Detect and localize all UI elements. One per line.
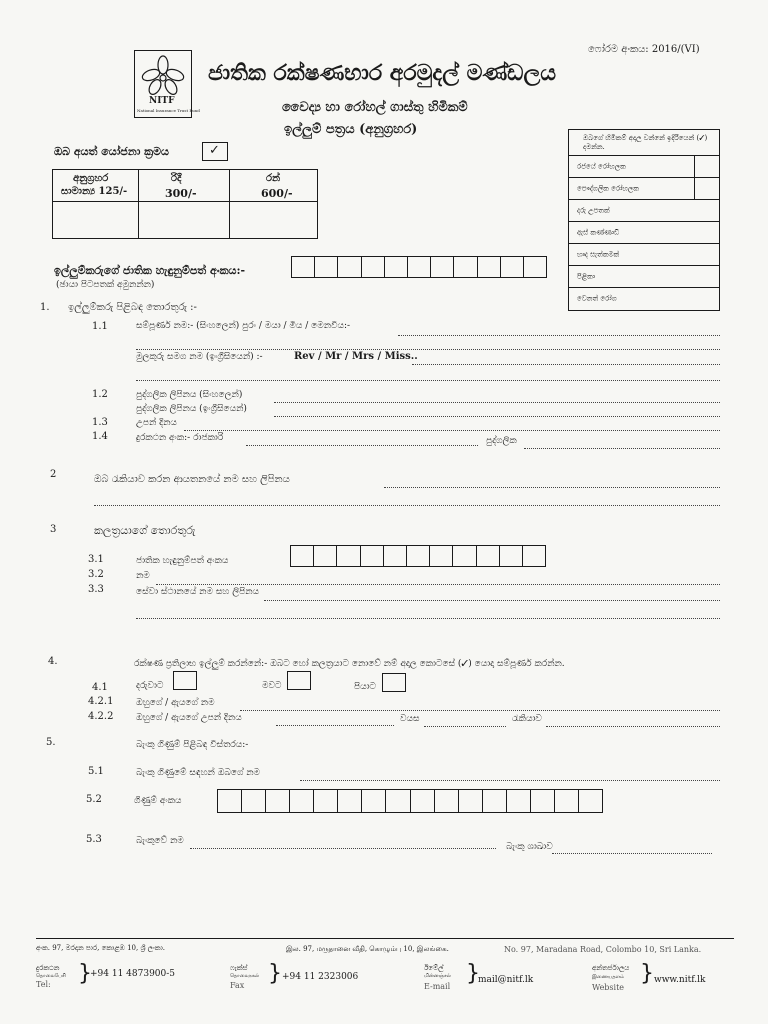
item-4-2-2-number: 4.2.2 [88, 711, 114, 722]
scheme-tick: ✓ [209, 143, 220, 158]
illness-row-private-hospital[interactable] [569, 178, 719, 200]
tel-label-en: Tel: [36, 980, 51, 989]
illness-row-heart-surgery[interactable] [569, 244, 719, 266]
illness-label: වෙනත් රෝග [577, 294, 617, 303]
scheme-checkbox[interactable] [202, 142, 228, 161]
beneficiary-job-field[interactable] [546, 726, 720, 727]
item-4-2-1-number: 4.2.1 [88, 696, 114, 707]
beneficiary-name-field[interactable] [240, 710, 720, 711]
brace-icon: } [640, 961, 654, 986]
employer-field-line-2[interactable] [94, 505, 720, 506]
bank-branch-label: බැංකු ශාඛාව [506, 842, 553, 852]
illness-row-childbirth[interactable] [569, 200, 719, 222]
section-5-title: බැංකු ගිණුම් පිළිබඳ විස්තරය:- [136, 740, 249, 750]
footer-divider [36, 938, 734, 939]
spouse-work-field[interactable] [264, 600, 720, 601]
initials-name-label: මුලකුරු සමග නම (ඉංග්‍රීසියෙන්) :- [136, 352, 263, 362]
email-label-si: ඊමේල් [424, 964, 444, 972]
email-label-en: E-mail [424, 982, 451, 991]
child-option-label: දරුවාට [136, 681, 164, 691]
beneficiary-job-label: රැකියාව [512, 714, 542, 724]
illness-label: ඇස් කණ්ණාඩි [577, 228, 620, 236]
footer-website-link[interactable]: www.nitf.lk [654, 975, 706, 985]
spouse-nic-input-cells[interactable] [290, 545, 546, 567]
item-3-3-number: 3.3 [88, 584, 104, 595]
beneficiary-name-label: ඔහුගේ / ඇයගේ නම [136, 698, 215, 708]
full-name-label: සම්පූර්ණ නම:- (සිංහලෙන්) පුරං / මයා / මිය / මෙනවිය:- [136, 321, 351, 331]
spouse-name-label: නම [136, 571, 150, 581]
beneficiary-age-field[interactable] [424, 726, 506, 727]
web-label-si: අන්තර්ජාලය [592, 964, 630, 972]
scheme-col-3-header: රන් [266, 173, 281, 184]
nic-note: (ඡායා පිටපතක් අමුනන්න) [56, 280, 155, 290]
item-3-1-number: 3.1 [88, 554, 104, 565]
footer-fax-number: +94 11 2323006 [282, 972, 359, 982]
full-name-field-line-2[interactable] [136, 349, 720, 350]
scheme-col-3-value: 600/- [261, 187, 293, 200]
dob-label: උපන් දිනය [136, 418, 177, 428]
dob-field[interactable] [184, 430, 720, 431]
section-4-number: 4. [48, 656, 58, 667]
illness-label: පිළිකා [577, 272, 596, 280]
father-option-label: පියාට [354, 682, 376, 692]
item-5-1-number: 5.1 [88, 766, 104, 777]
section-3-title: කලත්‍රයාගේ තොරතුරු [94, 524, 196, 537]
account-number-input-cells[interactable] [217, 789, 603, 813]
address-en-label: පුද්ගලික ලිපිනය (ඉංග්‍රීසියෙන්) [136, 404, 247, 414]
employer-label: ඔබ රැකියාව කරන ආයතනයේ නම සහ ලිපිනය [94, 474, 290, 485]
scheme-label: ඔබ අයත් යෝජනා ක්‍රමය [54, 145, 169, 158]
tel-label-si: දුරකථන [36, 964, 60, 972]
scheme-col-2-header: රිදී [171, 173, 182, 184]
child-checkbox[interactable] [173, 671, 197, 690]
spouse-work-field-line-2[interactable] [136, 618, 720, 619]
account-number-label: ගිණුම් අංකය [134, 796, 182, 806]
illness-panel-header: ඔබගේ හිමිකම් අදාල වන්නේ ඉදිරියෙන් (✓) දමන්න. [583, 134, 708, 151]
illness-checkbox[interactable] [694, 156, 719, 177]
spouse-work-label: සේවා ස්ථානයේ නම සහ ලිපිනය [136, 587, 259, 597]
illness-row-other[interactable] [569, 288, 719, 310]
brace-icon: } [466, 961, 480, 986]
logo-tagline: National Insurance Trust Fund [137, 108, 200, 113]
illness-row-govt-hospital[interactable] [569, 156, 719, 178]
scheme-col-1-header: අනුග්‍රහර [73, 173, 109, 184]
fax-label-ta: தொலைநகல் [230, 973, 260, 979]
logo-text: NITF [149, 96, 175, 106]
illness-label: රජයේ රෝහලක [577, 162, 626, 170]
illness-checkbox[interactable] [694, 178, 719, 199]
phone-private-label: පුද්ගලික [486, 436, 517, 446]
section-2-number: 2 [50, 469, 57, 480]
web-label-en: Website [592, 983, 625, 992]
footer-address-tamil: இல. 97, மருதானை வீதி, கொழும்பு 10, இலங்கை. [286, 945, 449, 953]
initials-name-field[interactable] [412, 364, 720, 365]
section-1-number: 1. [40, 302, 50, 313]
illness-row-cancer[interactable] [569, 266, 719, 288]
footer-address-english: No. 97, Maradana Road, Colombo 10, Sri Lanka. [504, 945, 702, 954]
page-subtitle: වෛද්‍ය හා රෝහල් ගාස්තු හිමිකම් [282, 100, 468, 115]
spouse-name-field[interactable] [156, 584, 720, 585]
bank-name-label: බැංකුවේ නම [136, 836, 184, 846]
fax-label-si: ෆැක්ස් [230, 964, 248, 972]
item-1-1-number: 1.1 [92, 321, 108, 332]
employer-field[interactable] [384, 487, 720, 488]
section-1-title: ඉල්ලුම්කරු පිළිබඳ තොරතුරු :- [68, 302, 197, 313]
footer-address-sinhala: අංක. 97, මරදාන පාර, කොළඹ 10, ශ්‍රී ලංකා. [36, 944, 166, 952]
title-options: Rev / Mr / Mrs / Miss.. [294, 351, 418, 362]
address-en-field[interactable] [274, 416, 720, 417]
beneficiary-dob-field[interactable] [276, 725, 394, 726]
mother-option-label: මවට [262, 681, 282, 691]
account-holder-label: බැංකු ගිණුමේ සඳහන් ඔබගේ නම [136, 768, 261, 778]
section-5-number: 5. [46, 737, 56, 748]
item-3-2-number: 3.2 [88, 569, 104, 580]
bank-name-field[interactable] [190, 848, 496, 849]
phone-private-field[interactable] [524, 448, 720, 449]
fax-label-en: Fax [230, 981, 245, 990]
section-3-number: 3 [50, 524, 57, 535]
full-name-field[interactable] [398, 335, 720, 336]
form-name: ඉල්ලුම් පත්‍රය (අනුග්‍රහර) [284, 122, 418, 137]
page-title: ජාතික රක්ෂණභාර අරමුදල් මණ්ඩලය [208, 60, 557, 86]
item-5-3-number: 5.3 [86, 834, 102, 845]
brace-icon: } [78, 961, 92, 986]
initials-name-field-line-2[interactable] [136, 380, 720, 381]
footer-email-link[interactable]: mail@nitf.lk [478, 975, 534, 985]
form-number: ෆෝරම අංකය: 2016/(VI) [588, 44, 700, 55]
beneficiary-instruction: රක්ෂණ ප්‍රතිලාභ ඉල්ලුම් කරන්නේ:- ඔබට හෝ කලත්‍රයාට නොවේ නම් අදාල කොටසේ (✓) යොදා සම්පූර්ණ කරන්න. [134, 659, 565, 669]
account-holder-field[interactable] [300, 780, 720, 781]
scheme-col-2-value: 300/- [165, 187, 197, 200]
phone-office-field[interactable] [246, 445, 478, 446]
item-1-4-number: 1.4 [92, 431, 108, 442]
nic-label: ඉල්ලුම්කරුගේ ජාතික හැඳුනුම්පත් අංකය:- [54, 264, 246, 277]
item-1-2-number: 1.2 [92, 389, 108, 400]
scheme-table [52, 169, 318, 239]
illness-panel [568, 129, 720, 311]
brace-icon: } [268, 961, 282, 986]
tel-label-ta: தொலைபேசி [36, 973, 66, 979]
beneficiary-dob-label: ඔහුගේ / ඇයගේ උපන් දිනය [136, 713, 242, 723]
illness-row-spectacles[interactable] [569, 222, 719, 244]
mother-checkbox[interactable] [287, 671, 311, 690]
spouse-nic-label: ජාතික හැඳුනුම්පත් අංකය [136, 556, 229, 566]
beneficiary-age-label: වයස [400, 714, 420, 724]
bank-branch-field[interactable] [552, 853, 712, 854]
item-4-1-number: 4.1 [92, 682, 108, 693]
nic-input-cells[interactable] [291, 256, 547, 278]
item-1-3-number: 1.3 [92, 417, 108, 428]
email-label-ta: மின்னஞ்சல் [424, 973, 451, 979]
address-si-label: පුද්ගලික ලිපිනය (සිංහලෙන්) [136, 390, 243, 400]
scheme-col-1-value: සාමාන්‍ය 125/- [61, 186, 128, 197]
footer-tel-number: +94 11 4873900-5 [90, 969, 176, 979]
illness-label: හෘද සැත්කමක් [577, 250, 620, 258]
illness-label: දරු උපතක් [577, 206, 610, 214]
phone-office-label: දුරකථන අංක:- රාජකාරි [136, 433, 224, 443]
web-label-ta: இணையதளம் [592, 974, 625, 980]
illness-label: පෞද්ගලික රෝහලක [577, 184, 639, 192]
item-5-2-number: 5.2 [86, 794, 102, 805]
father-checkbox[interactable] [382, 673, 406, 692]
address-si-field[interactable] [274, 402, 720, 403]
